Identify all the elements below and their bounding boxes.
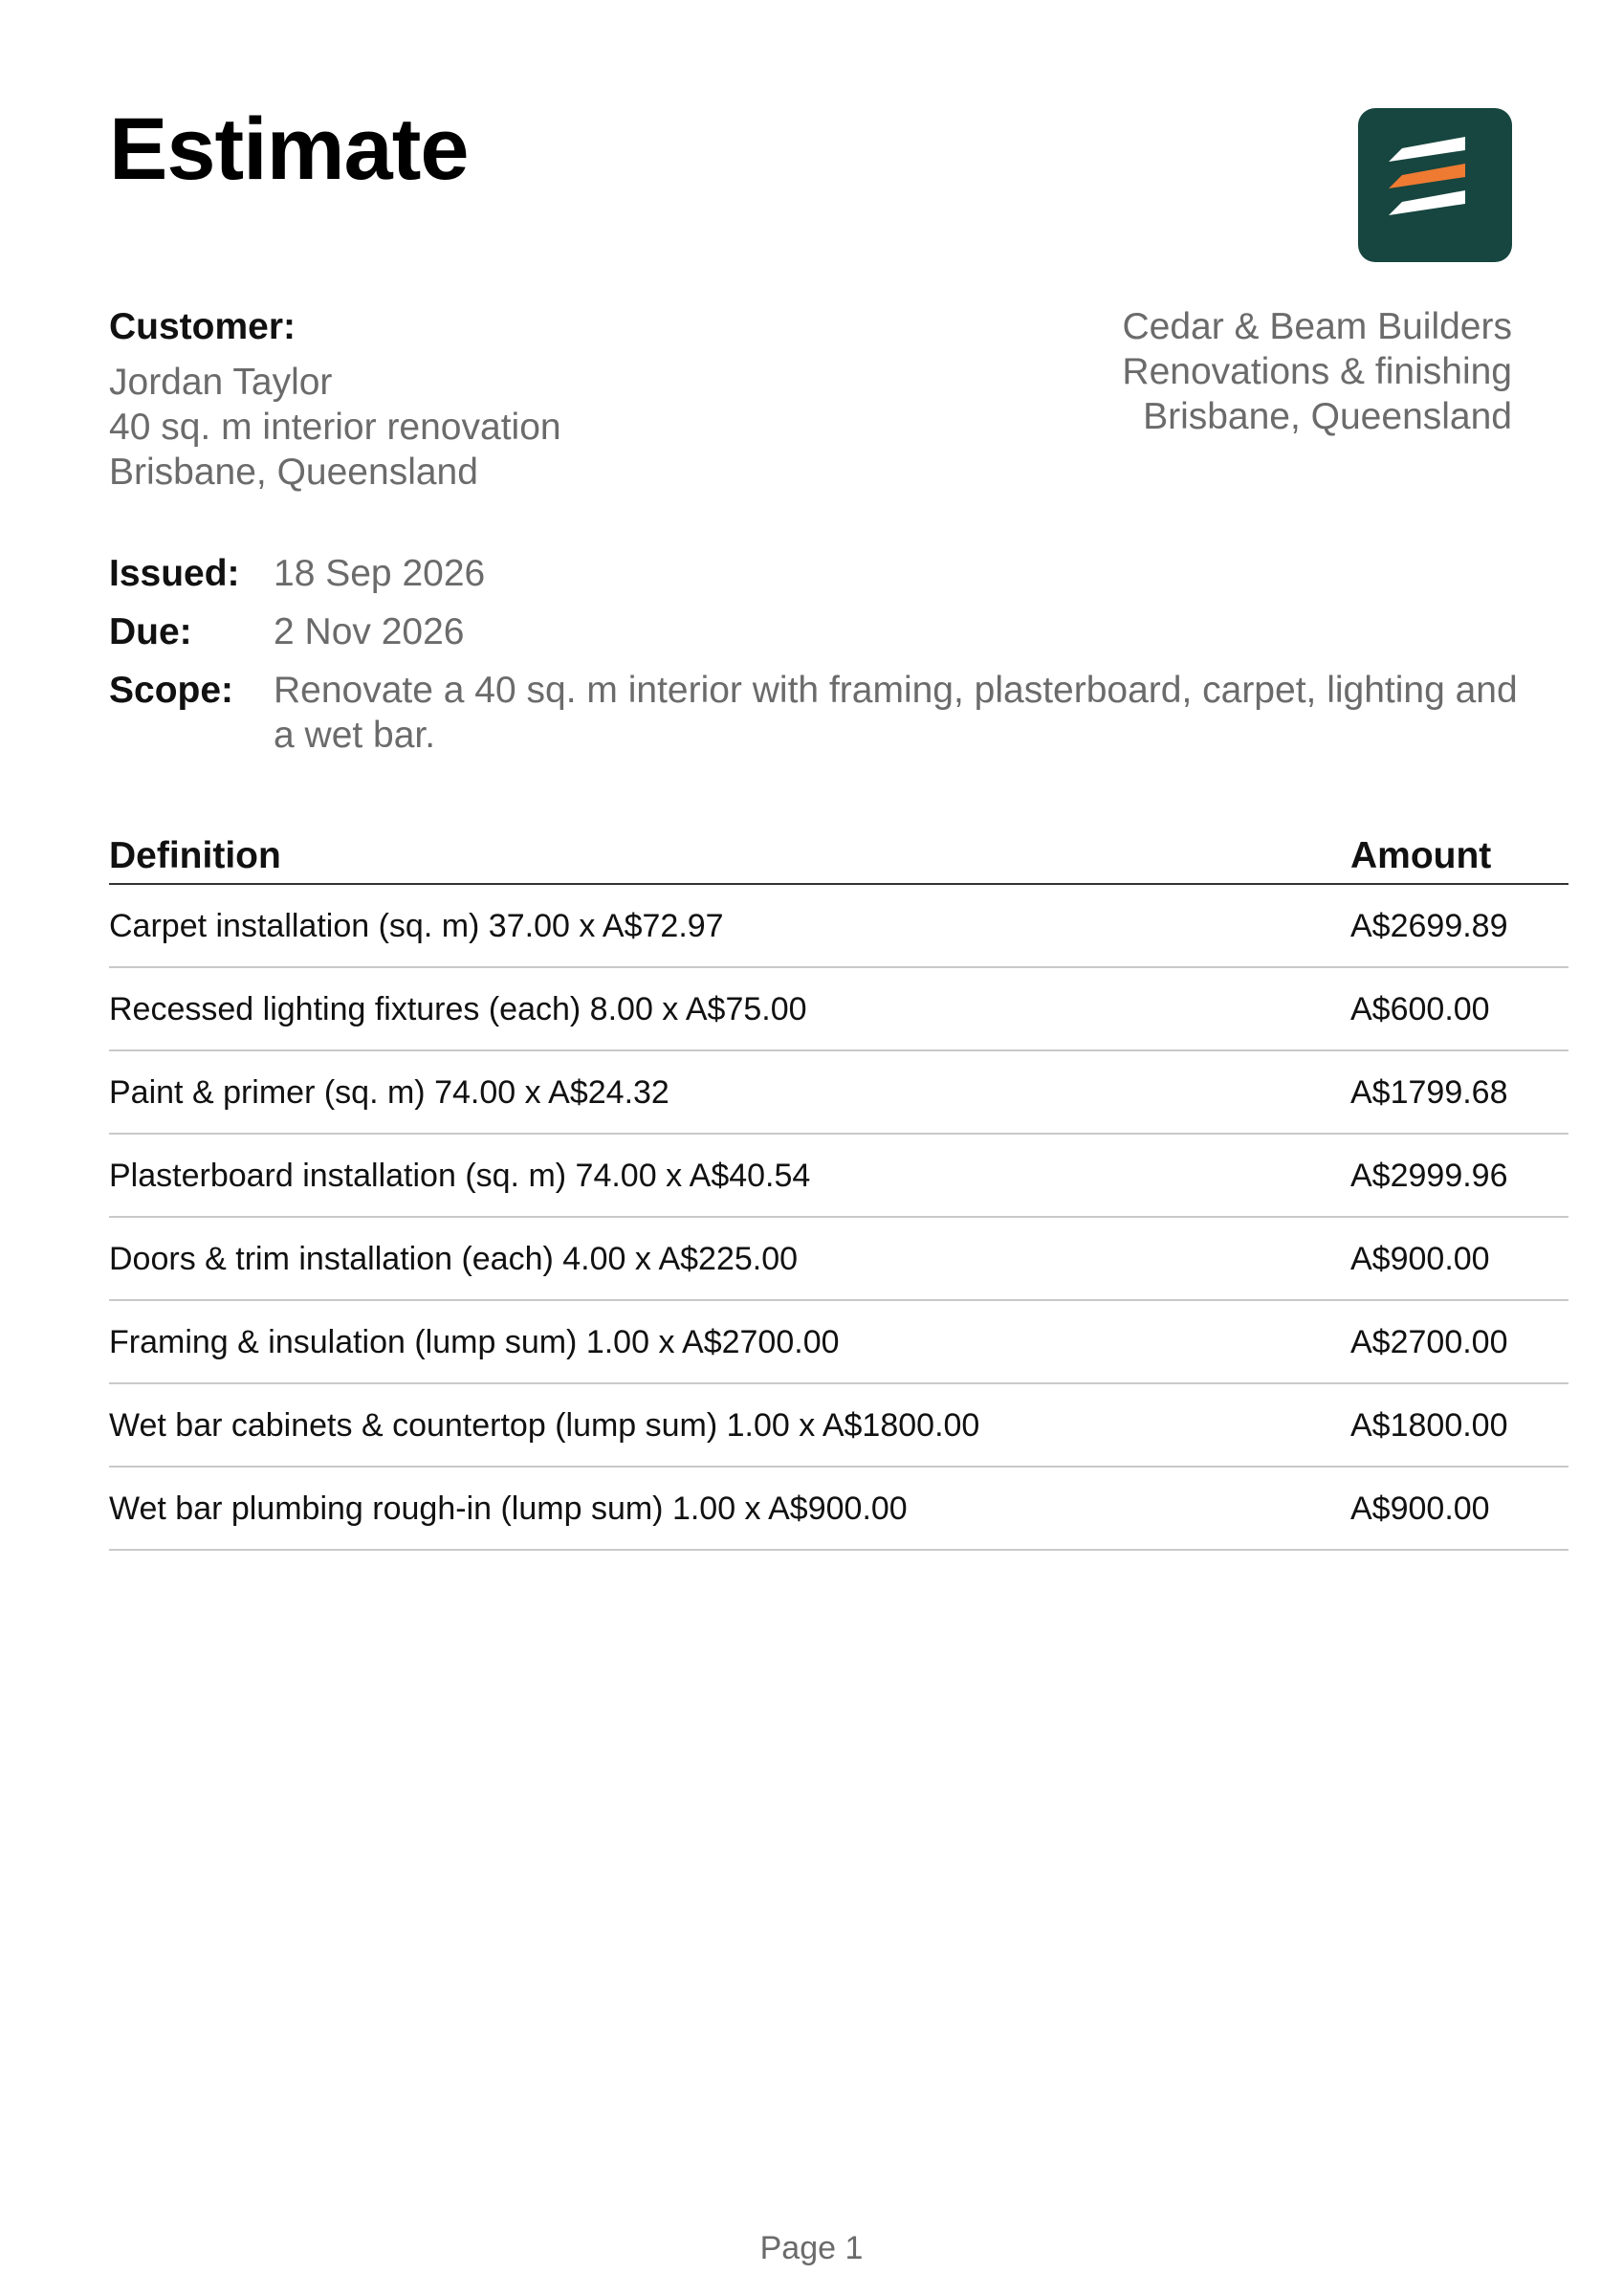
line-item-definition: Doors & trim installation (each) 4.00 x A$225.00 xyxy=(109,1240,799,1277)
company-tagline: Renovations & finishing xyxy=(1122,351,1512,392)
customer-name: Jordan Taylor xyxy=(109,362,333,403)
line-item-amount: A$900.00 xyxy=(1350,1490,1490,1527)
table-row xyxy=(109,1218,1568,1301)
table-row xyxy=(109,885,1568,968)
table-row xyxy=(109,1301,1568,1384)
line-item-amount: A$600.00 xyxy=(1350,990,1490,1027)
logo-background xyxy=(1358,108,1512,262)
estimate-meta xyxy=(109,551,1534,771)
line-item-definition: Paint & primer (sq. m) 74.00 x A$24.32 xyxy=(109,1073,669,1111)
company-block xyxy=(1122,304,1512,439)
due-label: Due: xyxy=(109,611,192,652)
table-row xyxy=(109,1135,1568,1218)
table-header xyxy=(109,828,1568,885)
line-item-definition: Framing & insulation (lump sum) 1.00 x A$2700.00 xyxy=(109,1323,840,1360)
issued-date: 18 Sep 2026 xyxy=(274,553,486,594)
line-item-definition: Recessed lighting fixtures (each) 8.00 x A$75.00 xyxy=(109,990,807,1027)
scope-text: Renovate a 40 sq. m interior with framing, plasterboard, carpet, lighting and a wet bar. xyxy=(274,670,1518,756)
document-title: Estimate xyxy=(109,100,469,198)
line-item-definition: Carpet installation (sq. m) 37.00 x A$72.97 xyxy=(109,907,724,944)
scope-row xyxy=(109,668,1534,758)
customer-label: Customer: xyxy=(109,306,296,347)
due-row xyxy=(109,609,1534,654)
customer-project: 40 sq. m interior renovation xyxy=(109,407,561,448)
company-logo xyxy=(1358,108,1512,262)
line-item-amount: A$900.00 xyxy=(1350,1240,1490,1277)
table-row xyxy=(109,968,1568,1051)
due-date: 2 Nov 2026 xyxy=(274,611,465,652)
table-row xyxy=(109,1051,1568,1135)
line-items-table xyxy=(109,828,1568,1551)
company-location: Brisbane, Queensland xyxy=(1143,396,1512,437)
customer-location: Brisbane, Queensland xyxy=(109,452,478,493)
line-item-amount: A$2699.89 xyxy=(1350,907,1508,944)
line-item-definition: Wet bar plumbing rough-in (lump sum) 1.00 x A$900.00 xyxy=(109,1490,908,1527)
company-name: Cedar & Beam Builders xyxy=(1122,306,1512,347)
line-item-amount: A$1800.00 xyxy=(1350,1406,1508,1444)
scope-label: Scope: xyxy=(109,670,234,711)
line-item-amount: A$2700.00 xyxy=(1350,1323,1508,1360)
page-number: Page 1 xyxy=(759,2230,864,2266)
customer-block xyxy=(109,304,561,495)
table-row xyxy=(109,1468,1568,1551)
line-item-amount: A$2999.96 xyxy=(1350,1157,1508,1194)
line-item-definition: Wet bar cabinets & countertop (lump sum) 1.00 x A$1800.00 xyxy=(109,1406,980,1444)
issued-label: Issued: xyxy=(109,553,240,594)
line-item-definition: Plasterboard installation (sq. m) 74.00 x A$40.54 xyxy=(109,1157,811,1194)
issued-row xyxy=(109,551,1534,596)
line-item-amount: A$1799.68 xyxy=(1350,1073,1508,1111)
amount-column-header: Amount xyxy=(1350,835,1492,876)
stacked-layers-logo-icon xyxy=(1358,108,1512,262)
definition-column-header: Definition xyxy=(109,835,281,876)
table-row xyxy=(109,1384,1568,1468)
